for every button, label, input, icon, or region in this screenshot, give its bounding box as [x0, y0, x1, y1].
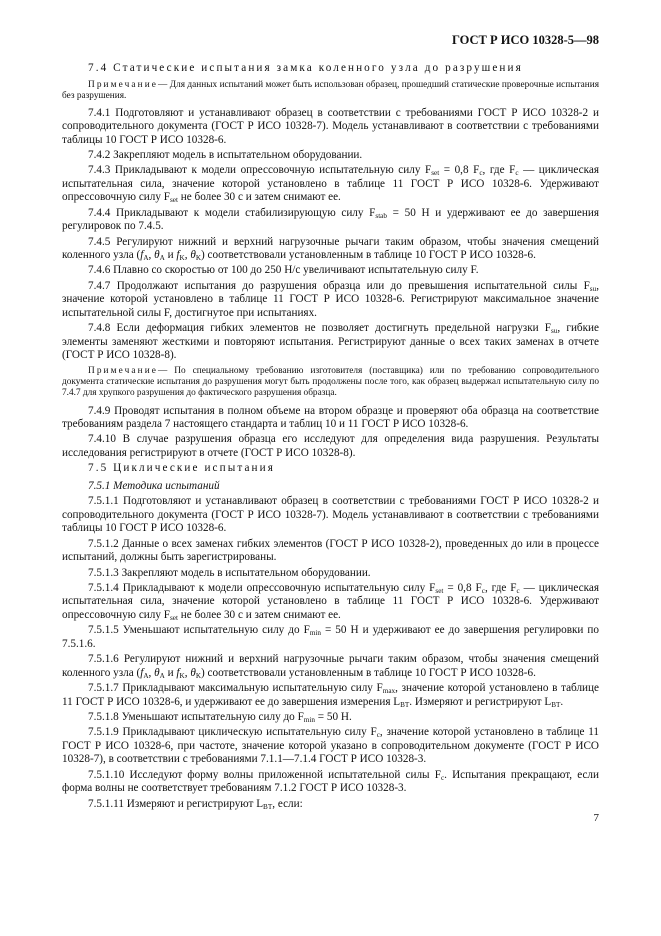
para-7-4-8: 7.4.8 Если деформация гибких элементов не позволяет достигнуть предельной нагрузки $F_{su}$, гибкие элементы заменяют жесткими и повторяют испытания. Регистрируют данные о всех таких заменах в отчете (ГОСТ Р ИСО 10328-8).: [62, 322, 600, 362]
document-body: [62, 62, 599, 813]
para-7-5-1-8: 7.5.1.8 Уменьшают испытательную силу до $F_{min} = 50$ Н.: [88, 710, 352, 724]
para-7-5-1-11: 7.5.1.11 Измеряют и регистрируют $L_{BT}$, если:: [88, 797, 303, 811]
para-7-5-1-10: 7.5.1.10 Исследуют форму волны приложенной испытательной силы $F_с$. Испытания прекращают, если форма волны не соответствует требованиям 7.1.2 ГОСТ Р ИСО 10328-3.: [62, 768, 599, 795]
para-7-5-1-4: 7.5.1.4 Прикладывают к модели опрессовочную испытательную силу $F_{set} = 0,8$ $F_с$, где $F_с$ — циклическая испытательная сила, значение которой установлено в таблице 11 ГОСТ Р ИСО 10328-6. Удерживают опрессовочную силу $F_{set}$ не более 30 с и затем снимают ее.: [62, 581, 599, 623]
para-7-4-9: 7.4.9 Проводят испытания в полном объеме на втором образце и проверяют оба образца на соответствие требованиям раздела 7 настоящего стандарта и таблиц 10 и 11 ГОСТ Р ИСО 10328-6.: [62, 404, 599, 431]
note-1: [62, 80, 599, 102]
note-label: Примечание: [88, 366, 158, 376]
section-7-5-title: 7.5 Циклические испытания: [88, 462, 275, 475]
note-text: — По специальному требованию изготовителя (поставщика) или по требованию сопроводительного документа статические испытания до разрушения могут быть продолжены после того, как образец выдержал испытательную силу по 7.4.7 для хрупкого разрушения до фактического разрушения образца.: [62, 366, 599, 399]
para-7-4-2: 7.4.2 Закрепляют модель в испытательном оборудовании.: [88, 148, 363, 161]
para-7-4-7: 7.4.7 Продолжают испытания до разрушения образца или до превышения испытательной силы $F_{su}$, значение которой установлено в таблице 11 ГОСТ Р ИСО 10328-6. Регистрируют максимальное значение испытательной силы F, достигнутое при испытаниях.: [62, 279, 599, 319]
para-7-5-1-7: 7.5.1.7 Прикладывают максимальную испытательную силу $F_{max}$, значение которой установлено в таблице 11 ГОСТ Р ИСО 10328-6, и удерживают ее до завершения измерения $L_{BT}$. Измеряют и регистрируют $L_{BT}$.: [62, 682, 599, 709]
para-7-4-1: 7.4.1 Подготовляют и устанавливают образец в соответствии с требованиями ГОСТ Р ИСО 10328-2 и сопроводительного документа (ГОСТ Р ИСО 10328-7). Модель устанавливают в соответствии с требованиями таблицы 10 ГОСТ Р ИСО 10328-6.: [62, 106, 599, 146]
para-7-5-1-1: 7.5.1.1 Подготовляют и устанавливают образец в соответствии с требованиями ГОСТ Р ИСО 10328-2 и сопроводительного документа (ГОСТ Р ИСО 10328-7). Модель устанавливают в соответствии с требованиями таблицы 10 ГОСТ Р ИСО 10328-6.: [62, 495, 599, 535]
note-text: — Для данных испытаний может быть использован образец, прошедший статические проверочные испытания без разрушения.: [62, 79, 599, 101]
note-label: Примечание: [88, 79, 158, 90]
para-7-4-6: 7.4.6 Плавно со скоростью от 100 до 250 Н/с увеличивают испытательную силу F.: [88, 264, 479, 277]
para-7-5-1-9: 7.5.1.9 Прикладывают циклическую испытательную силу $F_с$, значение которой установлено в таблице 11 ГОСТ Р ИСО 10328-6, при частоте, значение которой указано в сопроводительном документе (ГОСТ Р ИСО 10328-7), в соответствии с требованиями 7.1.1—7.1.4 ГОСТ Р ИСО 10328-3.: [62, 726, 599, 766]
para-7-4-3: 7.4.3 Прикладывают к модели опрессовочную испытательную силу $F_{set} = 0,8$ $F_с$, где $F_с$ — циклическая испытательная сила, значение которой установлено в таблице 11 ГОСТ Р ИСО 10328-6. Удерживают опрессовочную силу $F_{set}$ не более 30 с и затем снимают ее.: [62, 164, 599, 205]
para-7-5-1-5: 7.5.1.5 Уменьшают испытательную силу до $F_{min} = 50$ Н и удерживают ее до завершения регулировки по 7.5.1.6.: [62, 624, 599, 650]
para-7-5-1-6: 7.5.1.6 Регулируют нижний и верхний нагрузочные рычаги таким образом, чтобы значения смещений коленного узла ($f_A$, $\theta_A$ и $f_K$, $\theta_K$) соответствовали установленным в таблице 10 ГОСТ Р ИСО 10328-6.: [62, 653, 599, 680]
para-7-4-10: 7.4.10 В случае разрушения образца его исследуют для определения вида разрушения. Результаты исследования регистрируют в отчете (ГОСТ Р ИСО 10328-8).: [62, 433, 599, 460]
para-7-4-4: 7.4.4 Прикладывают к модели стабилизирующую силу $F_{stab} = 50$ Н и удерживают ее до завершения регулировок по 7.4.5.: [62, 206, 599, 233]
note-2: [62, 366, 599, 400]
section-7-4-title: 7.4 Статические испытания замка коленного узла до разрушения: [88, 62, 523, 74]
para-7-4-5: 7.4.5 Регулируют нижний и верхний нагрузочные рычаги таким образом, чтобы значения смещений коленного узла ($f_A$, $\theta_A$ и $f_K$, $\theta_K$) соответствовали установленным в таблице 10 ГОСТ Р ИСО 10328-6.: [62, 235, 599, 263]
page-header: ГОСТ Р ИСО 10328-5—98: [451, 33, 599, 47]
subsection-7-5-1-title: 7.5.1 Методика испытаний: [88, 479, 220, 492]
para-7-5-1-3: 7.5.1.3 Закрепляют модель в испытательном оборудовании.: [88, 566, 371, 579]
para-7-5-1-2: 7.5.1.2 Данные о всех заменах гибких элементов (ГОСТ Р ИСО 10328-2), проведенных до или в процессе испытаний, должны быть зарегистрированы.: [62, 537, 599, 564]
page-number: 7: [593, 812, 599, 824]
